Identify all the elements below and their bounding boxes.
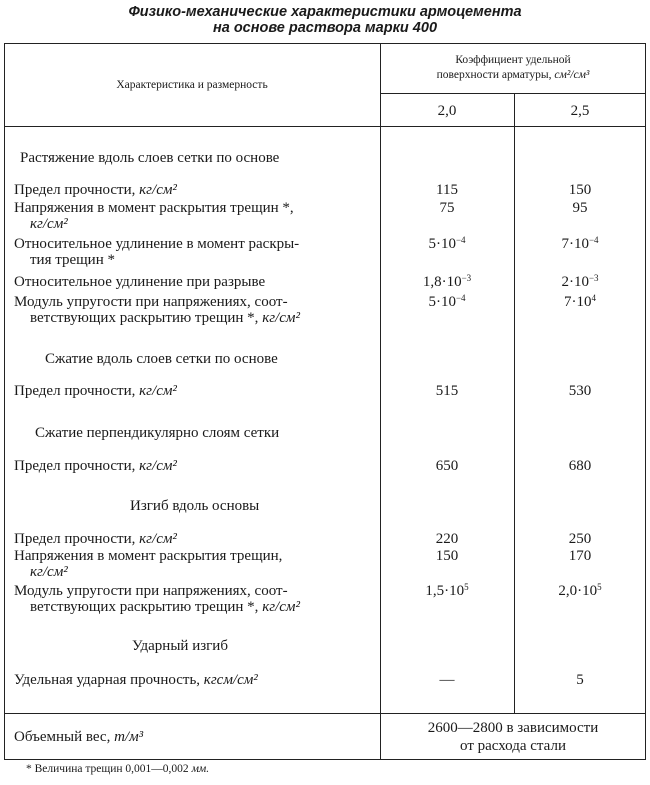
row-tension-elong-crack-v2: $7\cdot 10^{-4}$	[561, 235, 599, 252]
header-divider-right	[380, 93, 646, 94]
row-compression-along-strength-v2: 530	[568, 383, 592, 399]
row-bending-crack-stress-unit: кг/см²	[30, 564, 68, 580]
row-bending-strength-v2: 250	[568, 531, 592, 547]
row-bending-strength-label: Предел прочности, кг/см²	[14, 531, 177, 547]
row-tension-crack-stress-v1: 75	[439, 200, 455, 216]
table-title-line1: Физико-механические характеристики армоцемента	[128, 4, 522, 20]
header-col-2-0: 2,0	[437, 103, 457, 119]
row-tension-strength-v2: 150	[568, 182, 592, 198]
row-tension-elong-crack-label2: тия трещин *	[30, 252, 115, 268]
row-tension-crack-stress-label: Напряжения в момент раскрытия трещин *,	[14, 200, 294, 216]
row-compression-perp-strength-v2: 680	[568, 458, 592, 474]
row-bending-strength-v1: 220	[435, 531, 459, 547]
row-compression-perp-strength-v1: 650	[435, 458, 459, 474]
row-compression-along-strength-v1: 515	[435, 383, 459, 399]
row-tension-modulus-v2: $7\cdot 10^4$	[564, 293, 596, 310]
row-bending-modulus-label2: ветствующих раскрытию трещин *, кг/см²	[30, 599, 300, 615]
row-tension-elong-crack-v1: $5\cdot 10^{-4}$	[428, 235, 466, 252]
row-bending-crack-stress-label: Напряжения в момент раскрытия трещин,	[14, 548, 283, 564]
row-tension-modulus-label: Модуль упругости при напряжениях, соот-	[14, 294, 288, 310]
row-tension-elong-break-v1: $1,8\cdot 10^{-3}$	[422, 273, 472, 290]
row-tension-elong-crack-label: Относительное удлинение в момент раскры-	[14, 236, 300, 252]
row-weight-label: Объемный вес, т/м³	[14, 729, 144, 745]
column-divider-main	[380, 43, 381, 713]
row-impact-strength-v1: —	[439, 672, 455, 688]
row-bending-modulus-label: Модуль упругости при напряжениях, соот-	[14, 583, 288, 599]
row-tension-crack-stress-v2: 95	[572, 200, 588, 216]
header-characteristic: Характеристика и размерность	[116, 79, 268, 91]
row-tension-crack-stress-unit: кг/см²	[30, 216, 68, 232]
row-weight-value-line1: 2600—2800 в зависимости	[427, 720, 599, 736]
row-bending-crack-stress-v1: 150	[435, 548, 459, 564]
header-col-2-5: 2,5	[570, 103, 590, 119]
row-tension-modulus-v1: $5\cdot 10^{-4}$	[428, 293, 466, 310]
row-tension-strength-v1: 115	[436, 182, 458, 198]
row-compression-perp-strength-label: Предел прочности, кг/см²	[14, 458, 177, 474]
row-bending-modulus-v1: $1,5\cdot 10^5$	[425, 582, 469, 599]
row-compression-along-strength-label: Предел прочности, кг/см²	[14, 383, 177, 399]
row-tension-elong-break-label: Относительное удлинение при разрыве	[14, 274, 266, 290]
table-title-line2: на основе раствора марки 400	[212, 20, 438, 36]
row-bending-modulus-v2: $2,0\cdot 10^5$	[558, 582, 602, 599]
footnote: * Величина трещин 0,001—0,002 мм.	[26, 763, 210, 775]
section-heading-tension: Растяжение вдоль слоев сетки по основе	[20, 150, 280, 166]
row-tension-modulus-label2: ветствующих раскрытию трещин *, кг/см²	[30, 310, 300, 326]
section-heading-compression-along: Сжатие вдоль слоев сетки по основе	[45, 351, 278, 367]
header-coef-line2: поверхности арматуры, см²/см³	[436, 69, 590, 81]
row-impact-strength-v2: 5	[576, 672, 584, 688]
row-tension-elong-break-v2: $2\cdot 10^{-3}$	[561, 273, 599, 290]
row-impact-strength-label: Удельная ударная прочность, кгсм/см²	[14, 672, 258, 688]
row-tension-strength-label: Предел прочности, кг/см²	[14, 182, 177, 198]
weight-separator-rule	[4, 713, 646, 714]
header-bottom-rule	[4, 126, 646, 127]
section-heading-impact: Ударный изгиб	[132, 638, 228, 654]
row-weight-value-line2: от расхода стали	[460, 738, 566, 754]
section-heading-bending: Изгиб вдоль основы	[130, 498, 260, 514]
row-bending-crack-stress-v2: 170	[568, 548, 592, 564]
section-heading-compression-perp: Сжатие перпендикулярно слоям сетки	[35, 425, 280, 441]
header-coef-line1: Коэффициент удельной	[455, 54, 571, 66]
